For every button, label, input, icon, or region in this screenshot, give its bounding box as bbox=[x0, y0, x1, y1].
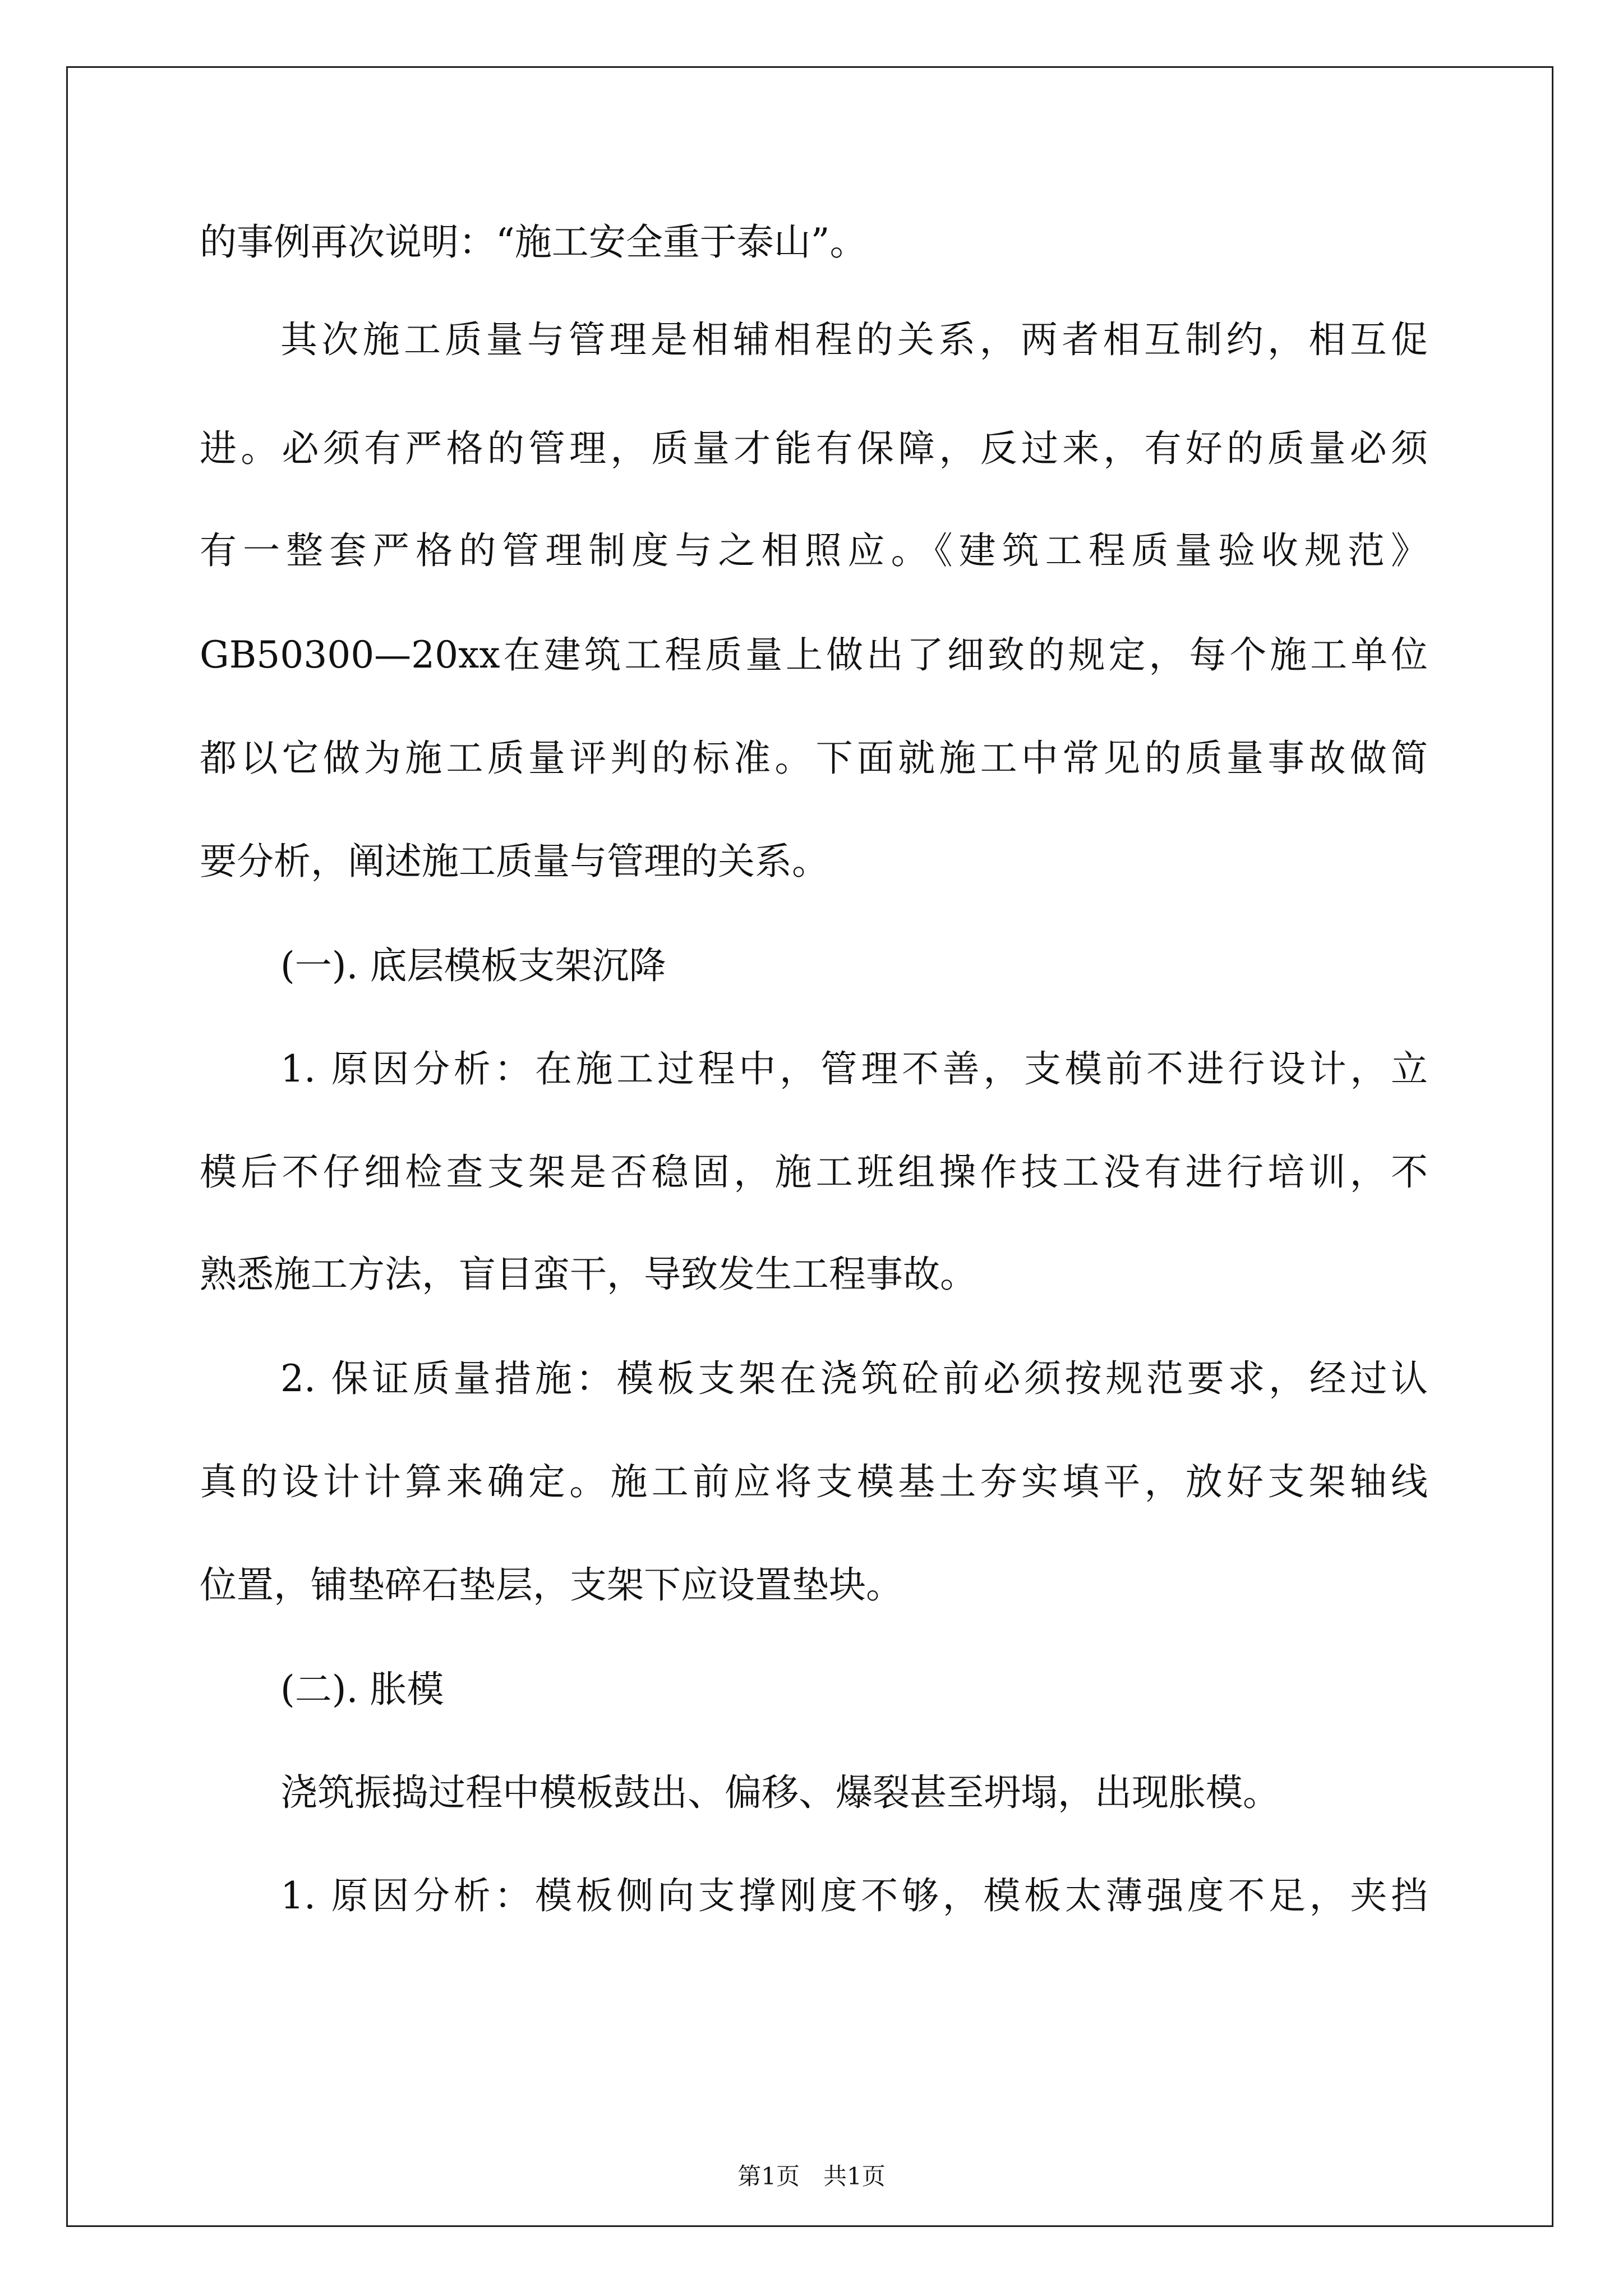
text-line-2: 其次施工质量与管理是相辅相程的关系，两者相互制约，相互促 bbox=[280, 318, 1428, 361]
text-line-10: 模后不仔细检查支架是否稳固，施工班组操作技工没有进行培训，不 bbox=[200, 1151, 1428, 1194]
text-line-7: 要分析，阐述施工质量与管理的关系。 bbox=[200, 840, 829, 883]
section-heading-2: (二). 胀模 bbox=[280, 1668, 444, 1711]
section-heading-1: (一). 底层模板支架沉降 bbox=[280, 944, 666, 987]
text-line-6: 都以它做为施工质量评判的标准。下面就施工中常见的质量事故做简 bbox=[200, 737, 1428, 780]
text-line-12: 2. 保证质量措施：模板支架在浇筑砼前必须按规范要求，经过认 bbox=[280, 1357, 1428, 1400]
text-line-1: 的事例再次说明：“施工安全重于泰山”。 bbox=[200, 220, 867, 264]
text-line-4: 有一整套严格的管理制度与之相照应。《建筑工程质量验收规范》 bbox=[200, 529, 1428, 572]
text-line-14: 位置，铺垫碎石垫层，支架下应设置垫块。 bbox=[200, 1563, 903, 1607]
text-line-9: 1. 原因分析：在施工过程中，管理不善，支模前不进行设计，立 bbox=[280, 1047, 1428, 1091]
text-line-5: GB50300—20xx在建筑工程质量上做出了细致的规定，每个施工单位 bbox=[200, 633, 1428, 677]
page-footer: 第1页 共1页 bbox=[737, 2162, 886, 2190]
text-line-16: 浇筑振捣过程中模板鼓出、偏移、爆裂甚至坍塌，出现胀模。 bbox=[280, 1771, 1280, 1814]
text-line-11: 熟悉施工方法，盲目蛮干，导致发生工程事故。 bbox=[200, 1253, 977, 1296]
text-line-17: 1. 原因分析：模板侧向支撑刚度不够，模板太薄强度不足，夹挡 bbox=[280, 1874, 1428, 1917]
text-line-3: 进。必须有严格的管理，质量才能有保障，反过来，有好的质量必须 bbox=[200, 427, 1428, 470]
text-line-13: 真的设计计算来确定。施工前应将支模基土夯实填平，放好支架轴线 bbox=[200, 1460, 1428, 1503]
